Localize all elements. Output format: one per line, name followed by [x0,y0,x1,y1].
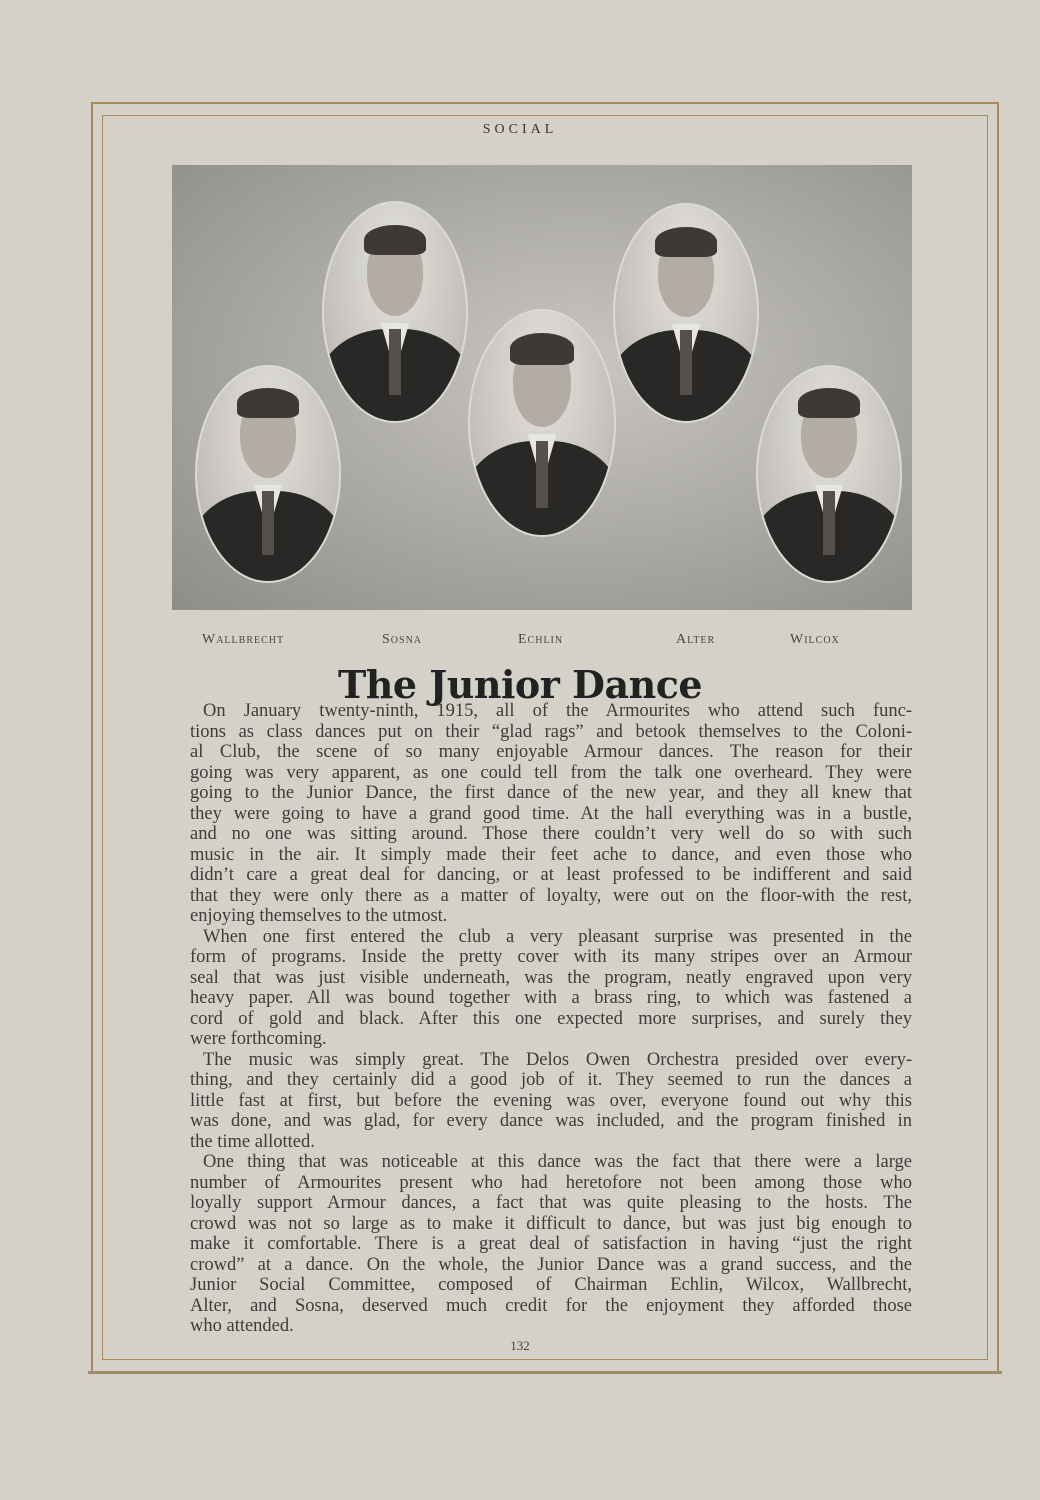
text-line: Junior Social Committee, composed of Chairman Echlin, Wilcox, Wallbrecht, [190,1275,912,1295]
portrait-echlin [468,309,616,537]
text-line: didn’t care a great deal for dancing, or at least professed to be indifferent and said [190,865,912,885]
text-line: was done, and was glad, for every dance was included, and the program finished in [190,1111,912,1131]
text-line: make it comfortable. There is a great deal of satisfaction in having “just the right [190,1234,912,1254]
bottom-rule [88,1371,1002,1374]
text-line: music in the air. It simply made their feet ache to dance, and even those who [190,844,912,865]
text-line: When one first entered the club a very pleasant surprise was presented in the [203,926,912,947]
text-line: were forthcoming. [190,1029,327,1049]
text-line: The music was simply great. The Delos Owen Orchestra presided over every- [203,1049,912,1070]
text-line: seal that was just visible underneath, was the program, neatly engraved upon very [190,967,912,988]
text-line: heavy paper. All was bound together with a brass ring, to which was fastened a [190,988,912,1008]
text-line: al Club, the scene of so many enjoyable Armour dances. The reason for their [190,742,912,762]
text-line: loyally support Armour dances, a fact that was quite pleasing to the hosts. The [190,1193,912,1213]
portrait-wallbrecht [195,365,341,583]
paragraph [190,1050,912,1153]
portrait-sosna [322,201,468,423]
text-line: thing, and they certainly did a good job of it. They seemed to run the dances a [190,1070,912,1090]
text-line: who attended. [190,1316,294,1336]
caption-alter: Alter [676,632,716,647]
portrait-wilcox [756,365,902,583]
text-line: number of Armourites present who had heretofore not been among those who [190,1172,912,1193]
text-line: crowd was not so large as to make it difficult to dance, but was just big enough to [190,1213,912,1234]
page-number: 132 [510,1338,530,1353]
text-line: One thing that was noticeable at this dance was the fact that there were a large [203,1152,912,1172]
text-line: enjoying themselves to the utmost. [190,906,448,926]
text-line: they were going to have a grand good time. At the hall everything was in a bustle, [190,803,912,824]
caption-echlin: Echlin [518,632,564,647]
text-line: Alter, and Sosna, deserved much credit for the enjoyment they afforded those [190,1295,912,1316]
text-line: cord of gold and black. After this one expected more surprises, and surely they [190,1008,912,1029]
section-header: SOCIAL [482,122,558,137]
text-line: the time allotted. [190,1131,315,1152]
text-line: little fast at first, but before the evening was over, everyone found out why this [190,1090,912,1111]
text-line: that they were only there as a matter of loyalty, were out on the floor-with the rest, [190,885,912,906]
text-line: going to the Junior Dance, the first dance of the new year, and they all knew that [190,783,912,803]
article-body [190,701,912,1337]
caption-wilcox: Wilcox [790,632,840,647]
paragraph [190,701,912,927]
text-line: On January twenty-ninth, 1915, all of the Armourites who attend such func- [203,701,912,721]
text-line: crowd” at a dance. On the whole, the Junior Dance was a grand success, and the [190,1254,912,1275]
paragraph [190,927,912,1050]
portrait-photo [172,165,912,610]
paragraph [190,1152,912,1337]
caption-sosna: Sosna [382,632,423,647]
photo-captions [172,632,912,652]
text-line: and no one was sitting around. Those there couldn’t very well do so with such [190,824,912,844]
portrait-alter [613,203,759,423]
text-line: going was very apparent, as one could tell from the talk one overheard. They were [190,762,912,783]
text-line: tions as class dances put on their “glad rags” and betook themselves to the Coloni- [190,721,912,742]
caption-wallbrecht: Wallbrecht [202,632,285,647]
text-line: form of programs. Inside the pretty cover with its many stripes over an Armour [190,947,912,967]
article-title: The Junior Dance [337,662,703,707]
